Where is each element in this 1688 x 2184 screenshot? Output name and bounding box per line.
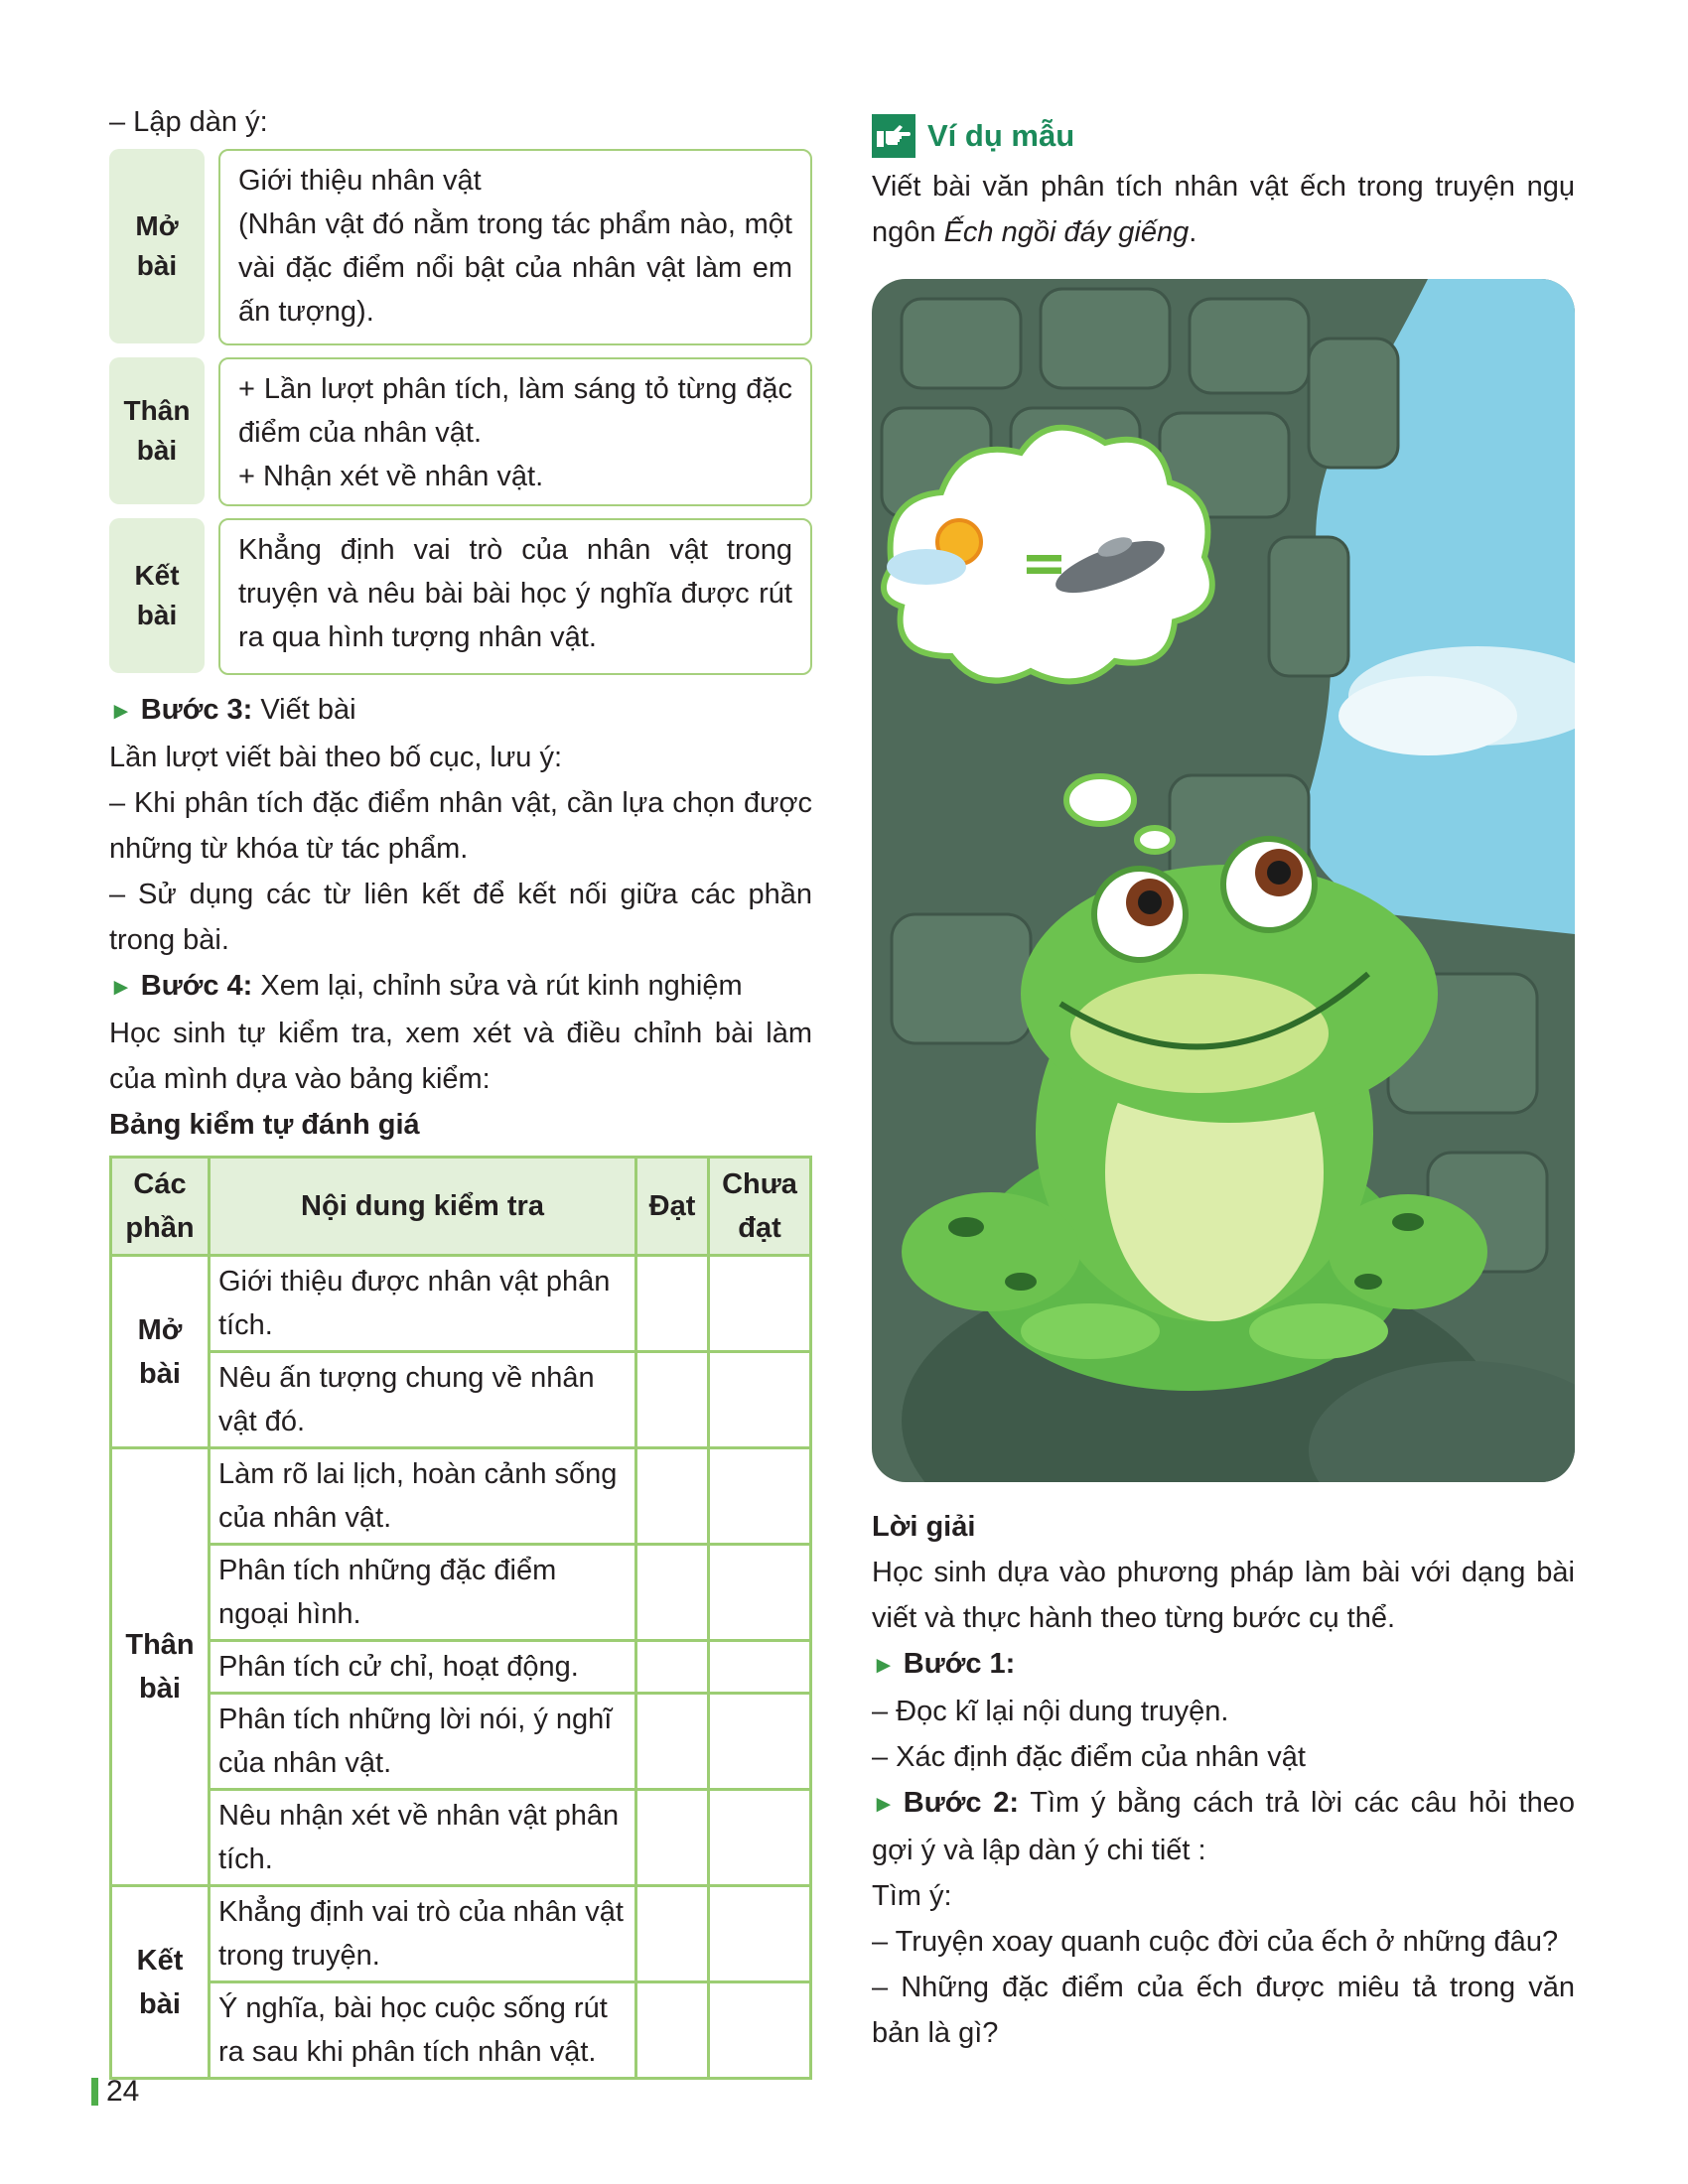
checkbox-cell[interactable] bbox=[636, 1641, 709, 1694]
table-row bbox=[111, 1982, 811, 2079]
check-item: Phân tích những đặc điểm ngoại hình. bbox=[210, 1545, 636, 1641]
step2-heading: ► Bước 2: Tìm ý bằng cách trả lời các câu hỏi theo gợi ý và lập dàn ý chi tiết : bbox=[872, 1787, 1575, 1866]
self-assessment-table bbox=[109, 1156, 812, 2080]
step4-heading: ► Bước 4: Xem lại, chỉnh sửa và rút kinh nghiệm bbox=[109, 970, 743, 1002]
checkbox-cell[interactable] bbox=[709, 1886, 811, 1982]
check-item: Nêu ấn tượng chung về nhân vật đó. bbox=[210, 1352, 636, 1448]
outline-label: Mở bài bbox=[109, 149, 205, 343]
checkbox-cell[interactable] bbox=[709, 1256, 811, 1352]
check-item: Khẳng định vai trò của nhân vật trong truyện. bbox=[210, 1886, 636, 1982]
section-body: Thân bài bbox=[111, 1448, 210, 1886]
check-item: Phân tích những lời nói, ý nghĩ của nhân vật. bbox=[210, 1694, 636, 1790]
outline-label: Thân bài bbox=[109, 357, 205, 504]
checkbox-cell[interactable] bbox=[636, 1256, 709, 1352]
solution-title: Lời giải bbox=[872, 1511, 976, 1543]
checkbox-cell[interactable] bbox=[709, 1352, 811, 1448]
check-item: Ý nghĩa, bài học cuộc sống rút ra sau khi phân tích nhân vật. bbox=[210, 1982, 636, 2079]
solution-intro: Học sinh dựa vào phương pháp làm bài với dạng bài viết và thực hành theo từng bước cụ thể. bbox=[872, 1557, 1575, 1634]
step3-heading: ► Bước 3: Viết bài bbox=[109, 694, 356, 726]
table-row bbox=[111, 1694, 811, 1790]
checkbox-cell[interactable] bbox=[636, 1982, 709, 2079]
equals-sign: = bbox=[1021, 531, 1067, 596]
example-heading bbox=[872, 114, 1575, 158]
step4-body: Học sinh tự kiểm tra, xem xét và điều chỉnh bài làm của mình dựa vào bảng kiểm: bbox=[109, 1018, 812, 1095]
table-row bbox=[111, 1448, 811, 1545]
outline-intro: – Lập dàn ý: bbox=[109, 106, 268, 138]
table-row bbox=[111, 1545, 811, 1641]
table-title: Bảng kiểm tự đánh giá bbox=[109, 1109, 420, 1141]
checkbox-cell[interactable] bbox=[636, 1790, 709, 1886]
right-column bbox=[872, 114, 1575, 2056]
outline-content: + Lần lượt phân tích, làm sáng tỏ từng đặc điểm của nhân vật. + Nhận xét về nhân vật. bbox=[218, 357, 812, 506]
header-sections: Các phần bbox=[111, 1158, 210, 1256]
frog-illustration bbox=[872, 279, 1575, 1482]
question-1: – Truyện xoay quanh cuộc đời của ếch ở những đâu? bbox=[872, 1926, 1559, 1958]
page-number: 24 bbox=[91, 2075, 139, 2109]
checkbox-cell[interactable] bbox=[709, 1545, 811, 1641]
outline bbox=[109, 149, 812, 675]
table-row bbox=[111, 1256, 811, 1352]
check-item: Nêu nhận xét về nhân vật phân tích. bbox=[210, 1790, 636, 1886]
checkbox-cell[interactable] bbox=[636, 1352, 709, 1448]
outline-row-intro bbox=[109, 149, 812, 345]
example-prompt: Viết bài văn phân tích nhân vật ếch trong truyện ngụ ngôn Ếch ngồi đáy giếng. bbox=[872, 171, 1575, 248]
page-bar bbox=[91, 2078, 98, 2106]
step1-item-1: – Đọc kĩ lại nội dung truyện. bbox=[872, 1696, 1229, 1727]
check-item: Phân tích cử chỉ, hoạt động. bbox=[210, 1641, 636, 1694]
checkbox-cell[interactable] bbox=[709, 1694, 811, 1790]
table-row bbox=[111, 1352, 811, 1448]
checkbox-cell[interactable] bbox=[636, 1694, 709, 1790]
pointing-hand-icon bbox=[872, 114, 915, 158]
question-2: – Những đặc điểm của ếch được miêu tả trong văn bản là gì? bbox=[872, 1972, 1575, 2049]
section-conclusion: Kết bài bbox=[111, 1886, 210, 2079]
checkbox-cell[interactable] bbox=[636, 1545, 709, 1641]
header-content: Nội dung kiểm tra bbox=[210, 1158, 636, 1256]
checkbox-cell[interactable] bbox=[709, 1982, 811, 2079]
checkbox-cell[interactable] bbox=[709, 1790, 811, 1886]
example-title: Ví dụ mẫu bbox=[927, 118, 1075, 153]
step3-body-3: – Sử dụng các từ liên kết để kết nối giữa các phần trong bài. bbox=[109, 879, 812, 956]
step1-item-2: – Xác định đặc điểm của nhân vật bbox=[872, 1741, 1306, 1773]
left-column bbox=[109, 99, 812, 2080]
outline-label: Kết bài bbox=[109, 518, 205, 673]
checkbox-cell[interactable] bbox=[636, 1448, 709, 1545]
step1-heading: ► Bước 1: bbox=[872, 1648, 1016, 1680]
outline-content: Khẳng định vai trò của nhân vật trong truyện và nêu bài bài học ý nghĩa được rút ra qua hình tượng nhân vật. bbox=[218, 518, 812, 675]
section-intro: Mở bài bbox=[111, 1256, 210, 1448]
step3-body-1: Lần lượt viết bài theo bố cục, lưu ý: bbox=[109, 742, 563, 773]
step3-body-2: – Khi phân tích đặc điểm nhân vật, cần lựa chọn được những từ khóa từ tác phẩm. bbox=[109, 787, 812, 865]
table-row bbox=[111, 1790, 811, 1886]
table-header-row bbox=[111, 1158, 811, 1256]
check-item: Làm rõ lai lịch, hoàn cảnh sống của nhân vật. bbox=[210, 1448, 636, 1545]
table-row bbox=[111, 1641, 811, 1694]
table-row bbox=[111, 1886, 811, 1982]
header-passed: Đạt bbox=[636, 1158, 709, 1256]
outline-content: Giới thiệu nhân vật (Nhân vật đó nằm trong tác phẩm nào, một vài đặc điểm nổi bật của nhân vật làm em ấn tượng). bbox=[218, 149, 812, 345]
find-ideas-label: Tìm ý: bbox=[872, 1880, 952, 1912]
check-item: Giới thiệu được nhân vật phân tích. bbox=[210, 1256, 636, 1352]
checkbox-cell[interactable] bbox=[709, 1641, 811, 1694]
outline-row-conclusion bbox=[109, 518, 812, 675]
checkbox-cell[interactable] bbox=[709, 1448, 811, 1545]
outline-row-body bbox=[109, 357, 812, 506]
checkbox-cell[interactable] bbox=[636, 1886, 709, 1982]
header-not-passed: Chưa đạt bbox=[709, 1158, 811, 1256]
